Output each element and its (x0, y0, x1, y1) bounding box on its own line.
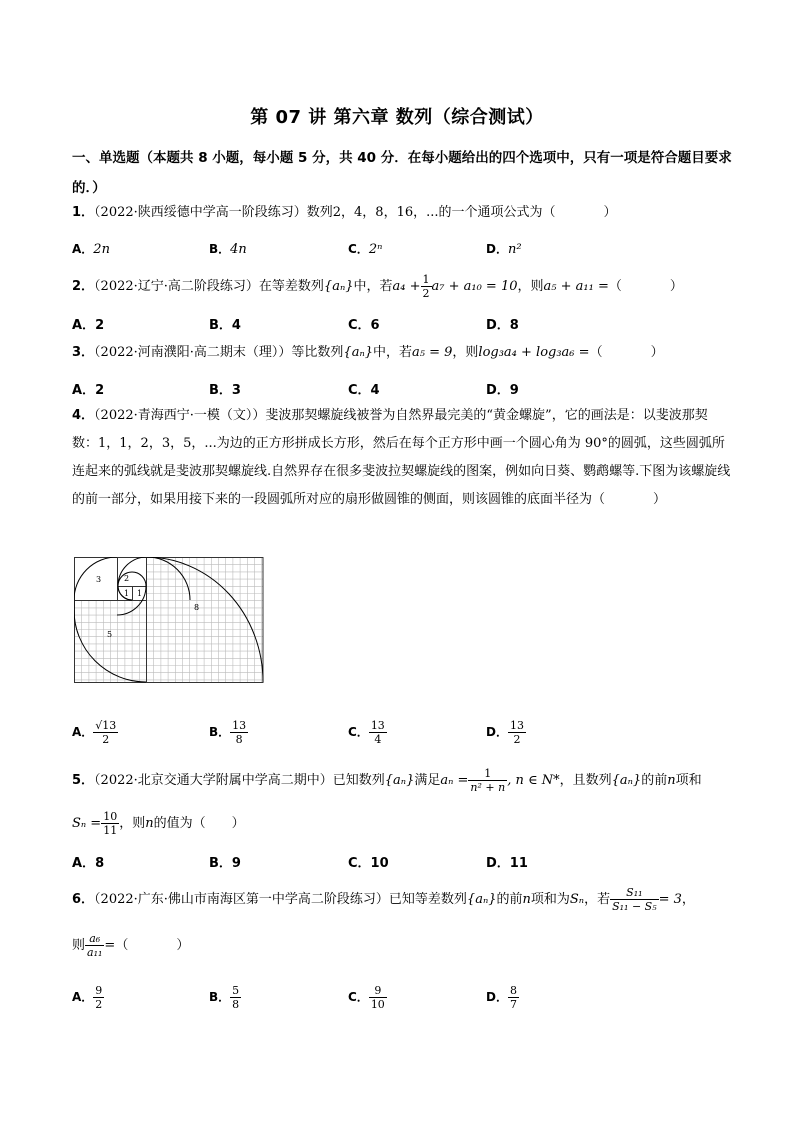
condition-math: aₙ = (440, 773, 469, 788)
condition-math: a₄ + (392, 279, 421, 294)
question-source: （2022·青海西宁·一模（文）） (94, 408, 266, 423)
option-b[interactable] (209, 240, 247, 257)
fraction (610, 886, 659, 913)
numerator: 9 (369, 984, 387, 998)
question-source: （2022·陕西绥德中学高一阶段练习） (94, 205, 307, 220)
question-stem-end: ） (231, 816, 245, 831)
option-c[interactable] (348, 240, 382, 257)
label-1: 1 (124, 589, 130, 598)
question-stem-end: ） (603, 205, 617, 220)
option-a[interactable] (72, 984, 104, 1011)
variable-n: n (667, 773, 676, 788)
sequence-symbol: {aₙ} (384, 773, 415, 788)
label-3: 3 (96, 575, 102, 584)
option-text: 9 (231, 856, 241, 871)
options-1 (0, 240, 794, 260)
question-stem-end: ） (669, 279, 683, 294)
question-5-line-2 (72, 810, 732, 837)
fraction (508, 984, 519, 1011)
option-label: D． (486, 990, 508, 1004)
label-5: 5 (107, 630, 113, 639)
options-4 (0, 715, 794, 755)
question-source: （2022·河南濮阳·高二期末（理）） (94, 345, 292, 360)
option-label: C． (348, 725, 369, 739)
option-label: A． (72, 318, 96, 333)
squares (75, 558, 264, 683)
numerator: √13 (95, 719, 117, 732)
sum-symbol: Sₙ (569, 892, 585, 907)
label-2: 2 (124, 574, 130, 583)
condition-math: a₅ = 9 (412, 345, 453, 360)
option-c[interactable] (348, 984, 387, 1011)
question-stem: ，且数列 (559, 773, 612, 788)
fraction (369, 984, 387, 1011)
option-label: C． (348, 318, 371, 333)
denominator: n² + n (470, 781, 506, 794)
question-1 (72, 203, 732, 223)
condition-math: , n ∈ N* (507, 773, 560, 788)
option-label: A． (72, 856, 96, 871)
fraction (468, 767, 507, 794)
option-c[interactable] (348, 314, 380, 333)
option-text: 4n (230, 242, 247, 257)
fraction (101, 810, 119, 837)
ask-math: a₅ + a₁₁ = (543, 279, 609, 294)
sequence-symbol: {aₙ} (323, 279, 354, 294)
option-b[interactable] (209, 984, 241, 1011)
question-stem: 在等差数列 (258, 279, 324, 294)
options-3 (0, 379, 794, 399)
question-source: （2022·广东·佛山市南海区第一中学高二阶段练习） (94, 892, 389, 907)
fibonacci-spiral-figure (74, 557, 264, 683)
fraction (230, 984, 241, 1011)
question-stem: ， (681, 892, 695, 907)
option-label: D． (486, 725, 508, 739)
options-2 (0, 314, 794, 334)
option-a[interactable] (72, 852, 104, 871)
variable-n: n (522, 892, 531, 907)
fraction (85, 932, 104, 959)
numerator: 13 (370, 719, 385, 732)
numerator: 9 (95, 984, 103, 997)
option-b[interactable] (209, 719, 248, 746)
option-label: A． (72, 383, 96, 398)
question-stem-end: ） (653, 492, 667, 507)
option-text: 9 (509, 383, 519, 398)
numerator: 13 (232, 719, 247, 732)
denominator: 2 (422, 287, 430, 300)
question-stem: ，则 (452, 345, 479, 360)
option-text: 3 (231, 383, 241, 398)
question-5 (72, 766, 732, 796)
grid-lines (75, 558, 264, 683)
option-text: 10 (370, 856, 389, 871)
question-stem: 已知等差数列 (388, 892, 467, 907)
denominator: a₁₁ (87, 946, 103, 959)
option-d[interactable] (486, 240, 522, 257)
option-label: A． (72, 725, 94, 739)
spiral-arc-large (74, 600, 146, 682)
numerator: 5 (232, 984, 240, 997)
option-text: 4 (370, 383, 380, 398)
denominator: 11 (103, 824, 118, 837)
option-label: D． (486, 856, 510, 871)
question-stem: 已知数列 (332, 773, 385, 788)
question-stem: 项和 (675, 773, 702, 788)
fraction (369, 719, 387, 746)
option-label: B． (209, 990, 231, 1004)
variable-n: n (145, 816, 154, 831)
option-label: B． (209, 242, 231, 256)
option-d[interactable] (486, 984, 519, 1011)
question-number: 6． (72, 892, 95, 907)
option-text: 4 (231, 318, 241, 333)
fraction (93, 984, 104, 1011)
option-label: C． (348, 990, 369, 1004)
condition-math: a₇ + a₁₀ = 10 (431, 279, 518, 294)
label-1b: 1 (137, 589, 143, 598)
question-number: 1． (72, 205, 95, 220)
denominator: 10 (370, 998, 385, 1011)
numerator: S₁₁ (610, 886, 659, 900)
question-number: 5． (72, 773, 95, 788)
fraction (508, 719, 526, 746)
sum-math: Sₙ = (72, 816, 102, 831)
fraction (230, 719, 248, 746)
denominator: 2 (102, 733, 110, 746)
sequence-symbol: {aₙ} (343, 345, 373, 360)
numerator: 1 (468, 767, 507, 781)
ask-math: = (104, 938, 116, 953)
option-label: D． (486, 318, 510, 333)
option-d[interactable] (486, 314, 519, 333)
option-d[interactable] (486, 852, 528, 871)
option-c[interactable] (348, 852, 389, 871)
question-stem: 斐波那契螺旋线被誉为自然界最完美的“黄金螺旋”，它的画法是：以斐波那契数：1，1，2，3，5，...为边的正方形拼成长方形，然后在每个正方形中画一个圆心角为 90°的圆弧，这些圆弧所连起来的弧线就是斐波那契螺旋线.自然界存在很多斐波拉契螺旋线的图案，例如向日葵、鹦鹉螺等.下图为该螺旋线的前一部分，如果用接下来的一段圆弧所对应的扇形做圆锥的侧面，则该圆锥的底面半径为（ (72, 408, 731, 507)
denominator: 4 (374, 733, 382, 746)
question-4 (72, 402, 732, 514)
ask-math: log₃a₄ + log₃a₆ = (478, 345, 590, 360)
question-stem: 中，若 (353, 279, 393, 294)
section-header: 一、单选题（本题共 8 小题，每小题 5 分，共 40 分．在每小题给出的四个选项中，只有一项是符合题目要求的．） (72, 150, 732, 196)
question-source: （2022·辽宁·高二阶段练习） (94, 279, 259, 294)
option-c[interactable] (348, 379, 380, 398)
condition-math: = 3 (658, 892, 682, 907)
option-text: 2n (93, 242, 110, 257)
option-text: 2 (95, 318, 105, 333)
option-label: C． (348, 242, 369, 256)
option-label: C． (348, 383, 371, 398)
question-stem: 中，若 (372, 345, 412, 360)
option-a[interactable] (72, 314, 104, 333)
option-label: C． (348, 856, 371, 871)
options-6 (0, 984, 794, 1024)
option-text: 2ⁿ (368, 242, 383, 257)
numerator: a₆ (85, 932, 104, 946)
option-text: 11 (509, 856, 528, 871)
numerator: 13 (509, 719, 524, 732)
question-number: 4． (72, 408, 95, 423)
denominator: 2 (95, 998, 103, 1011)
option-d[interactable] (486, 379, 519, 398)
question-6 (72, 885, 732, 915)
outer-rect (75, 558, 264, 683)
denominator: 2 (513, 733, 521, 746)
numerator: 1 (422, 273, 430, 286)
option-b[interactable] (209, 852, 241, 871)
denominator: 8 (235, 733, 243, 746)
question-source: （2022·北京交通大学附属中学高二期中） (94, 773, 333, 788)
question-3 (72, 343, 732, 363)
option-a[interactable] (72, 379, 104, 398)
numerator: 8 (509, 984, 517, 997)
question-stem-end: ） (176, 938, 190, 953)
question-stem: 满足 (414, 773, 441, 788)
option-text: n² (507, 242, 522, 257)
sequence-symbol: {aₙ} (611, 773, 642, 788)
option-b[interactable] (209, 314, 241, 333)
question-stem-end: ） (650, 345, 664, 360)
option-label: A． (72, 242, 94, 256)
question-stem: 则 (72, 938, 86, 953)
option-text: 2 (95, 383, 105, 398)
option-label: D． (486, 383, 510, 398)
numerator: 10 (103, 810, 118, 823)
question-stem: 数列2，4，8，16，...的一个通项公式为（ (306, 205, 556, 220)
fraction (93, 719, 118, 746)
denominator: 8 (232, 998, 240, 1011)
question-number: 3． (72, 345, 95, 360)
option-label: B． (209, 383, 232, 398)
denominator: S₁₁ − S₅ (612, 900, 657, 913)
option-label: D． (486, 242, 508, 256)
option-c[interactable] (348, 719, 387, 746)
question-stem: （ (589, 345, 603, 360)
question-stem: ，则 (119, 816, 146, 831)
page-title: 第 07 讲 第六章 数列（综合测试） (250, 107, 544, 128)
option-label: B． (209, 725, 231, 739)
question-stem: 项和为 (530, 892, 570, 907)
option-a[interactable] (72, 240, 110, 257)
option-label: A． (72, 990, 94, 1004)
question-stem: ，若 (584, 892, 611, 907)
label-8: 8 (194, 603, 200, 612)
question-2 (72, 273, 732, 300)
denominator: 7 (509, 998, 517, 1011)
option-text: 8 (95, 856, 105, 871)
option-label: B． (209, 856, 232, 871)
question-stem: 等比数列 (291, 345, 344, 360)
question-6-line-2 (72, 932, 732, 959)
question-stem: （ (608, 279, 622, 294)
question-stem: ，则 (517, 279, 544, 294)
option-label: B． (209, 318, 232, 333)
options-5 (0, 852, 794, 872)
option-text: 8 (509, 318, 519, 333)
question-stem: 的值为（ (153, 816, 206, 831)
option-a[interactable] (72, 719, 118, 746)
question-stem: （ (115, 938, 129, 953)
spiral-arc-largest (146, 557, 263, 682)
question-stem: 的前 (496, 892, 523, 907)
option-b[interactable] (209, 379, 241, 398)
sequence-symbol: {aₙ} (466, 892, 497, 907)
question-number: 2． (72, 279, 95, 294)
question-stem: 的前 (641, 773, 668, 788)
option-d[interactable] (486, 719, 526, 746)
fraction (421, 273, 432, 300)
option-text: 6 (370, 318, 380, 333)
